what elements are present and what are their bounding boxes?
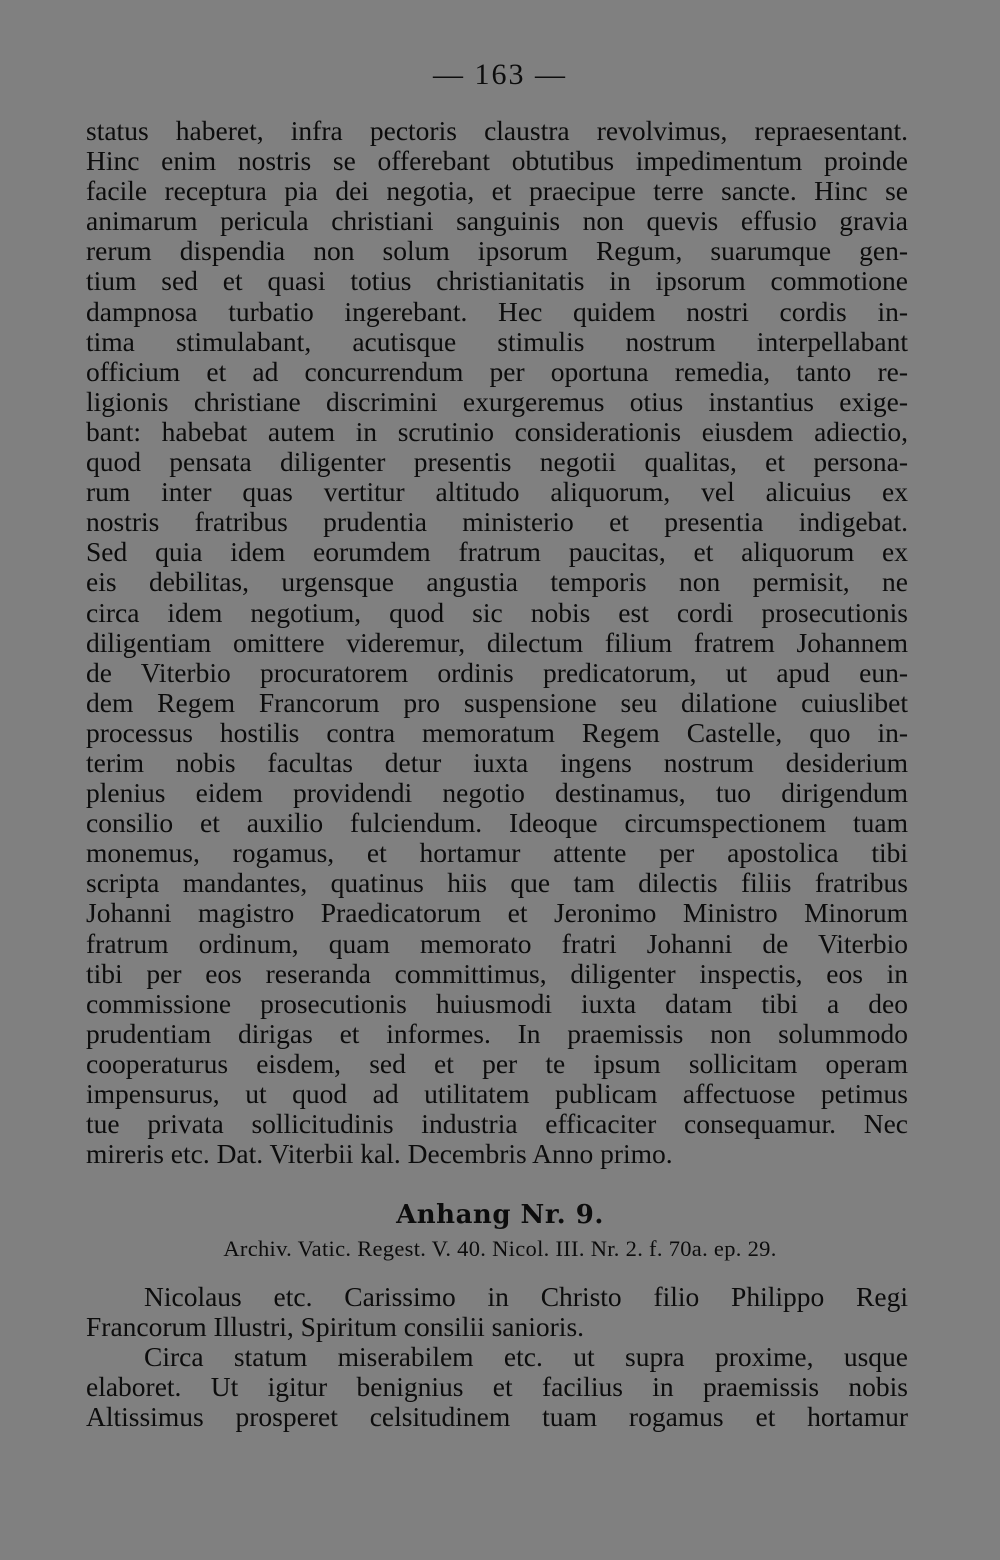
text-line: Nicolaus etc. Carissimo in Christo filio Philippo Regi [144, 1281, 908, 1312]
text-line: officium et ad concurrendum per oportuna remedia, tanto re- [86, 355, 908, 387]
text-line: tibi per eos reseranda committimus, diligenter inspectis, eos in [86, 957, 908, 989]
text-line: Johanni magistro Praedicatorum et Jeronimo Ministro Minorum [86, 897, 908, 929]
text-line: monemus, rogamus, et hortamur attente per apostolica tibi [86, 837, 908, 869]
text-line: bant: habebat autem in scrutinio considerationis eiusdem adiectio, [86, 415, 908, 447]
text-line: ligionis christiane discrimini exurgeremus otius instantius exige- [86, 385, 908, 417]
text-line: elaboret. Ut igitur benignius et facilius in praemissis nobis [86, 1371, 908, 1403]
text-line: status haberet, infra pectoris claustra revolvimus, repraesentant. [86, 115, 908, 146]
text-line: tima stimulabant, acutisque stimulis nostrum interpellabant [86, 325, 908, 357]
appendix-text-block [86, 1282, 908, 1432]
text-line: Altissimus prosperet celsitudinem tuam rogamus et hortamur [86, 1401, 908, 1433]
text-line: quod pensata diligenter presentis negotii qualitas, et persona- [86, 446, 908, 478]
text-line: rum inter quas vertitur altitudo aliquorum, vel alicuius ex [86, 476, 908, 508]
text-line: cooperaturus eisdem, sed et per te ipsum sollicitam operam [86, 1047, 908, 1079]
text-line: mireris etc. Dat. Viterbii kal. Decembris Anno primo. [86, 1138, 673, 1170]
text-line: Circa statum miserabilem etc. ut supra proxime, usque [144, 1341, 908, 1373]
text-line: de Viterbio procuratorem ordinis predicatorum, ut apud eun- [86, 656, 908, 688]
text-line: prudentiam dirigas et informes. In praemissis non solummodo [86, 1017, 908, 1049]
page-number: — 163 — [433, 58, 567, 91]
appendix-heading: Anhang Nr. 9. [396, 1200, 604, 1230]
main-text-block [86, 116, 908, 1169]
text-line: commissione prosecutionis huiusmodi iuxta datam tibi a deo [86, 987, 908, 1019]
archive-reference: Archiv. Vatic. Regest. V. 40. Nicol. III. Nr. 2. f. 70a. ep. 29. [223, 1236, 777, 1261]
text-line: plenius eidem providendi negotio destinamus, tuo dirigendum [86, 777, 908, 809]
text-line: impensurus, ut quod ad utilitatem publicam affectuose petimus [86, 1078, 908, 1109]
text-line: fratrum ordinum, quam memorato fratri Johanni de Viterbio [86, 927, 908, 959]
text-line: dem Regem Francorum pro suspensione seu dilatione cuiuslibet [86, 686, 908, 718]
text-line: dampnosa turbatio ingerebant. Hec quidem nostri cordis in- [86, 295, 908, 327]
text-line: processus hostilis contra memoratum Regem Castelle, quo in- [86, 716, 908, 748]
text-line: diligentiam omittere videremur, dilectum filium fratrem Johannem [86, 626, 908, 658]
text-line: terim nobis facultas detur iuxta ingens nostrum desiderium [86, 746, 908, 778]
text-line: Sed quia idem eorumdem fratrum paucitas, et aliquorum ex [86, 536, 908, 568]
text-line: circa idem negotium, quod sic nobis est cordi prosecutionis [86, 596, 908, 628]
text-line: facile receptura pia dei negotia, et praecipue terre sancte. Hinc se [86, 175, 908, 207]
text-line: nostris fratribus prudentia ministerio et presentia indigebat. [86, 506, 908, 538]
text-line: rerum dispendia non solum ipsorum Regum, suarumque gen- [86, 235, 908, 267]
text-line: tue privata sollicitudinis industria efficaciter consequamur. Nec [86, 1108, 908, 1140]
text-line: Francorum Illustri, Spiritum consilii sanioris. [86, 1311, 585, 1343]
text-line: tium sed et quasi totius christianitatis in ipsorum commotione [86, 265, 908, 297]
text-line: animarum pericula christiani sanguinis non quevis effusio gravia [86, 205, 908, 237]
text-line: consilio et auxilio fulciendum. Ideoque circumspectionem tuam [86, 807, 908, 839]
text-line: eis debilitas, urgensque angustia temporis non permisit, ne [86, 566, 908, 598]
text-line: scripta mandantes, quatinus hiis que tam dilectis filiis fratribus [86, 867, 908, 899]
text-line: Hinc enim nostris se offerebant obtutibus impedimentum proinde [86, 145, 908, 177]
